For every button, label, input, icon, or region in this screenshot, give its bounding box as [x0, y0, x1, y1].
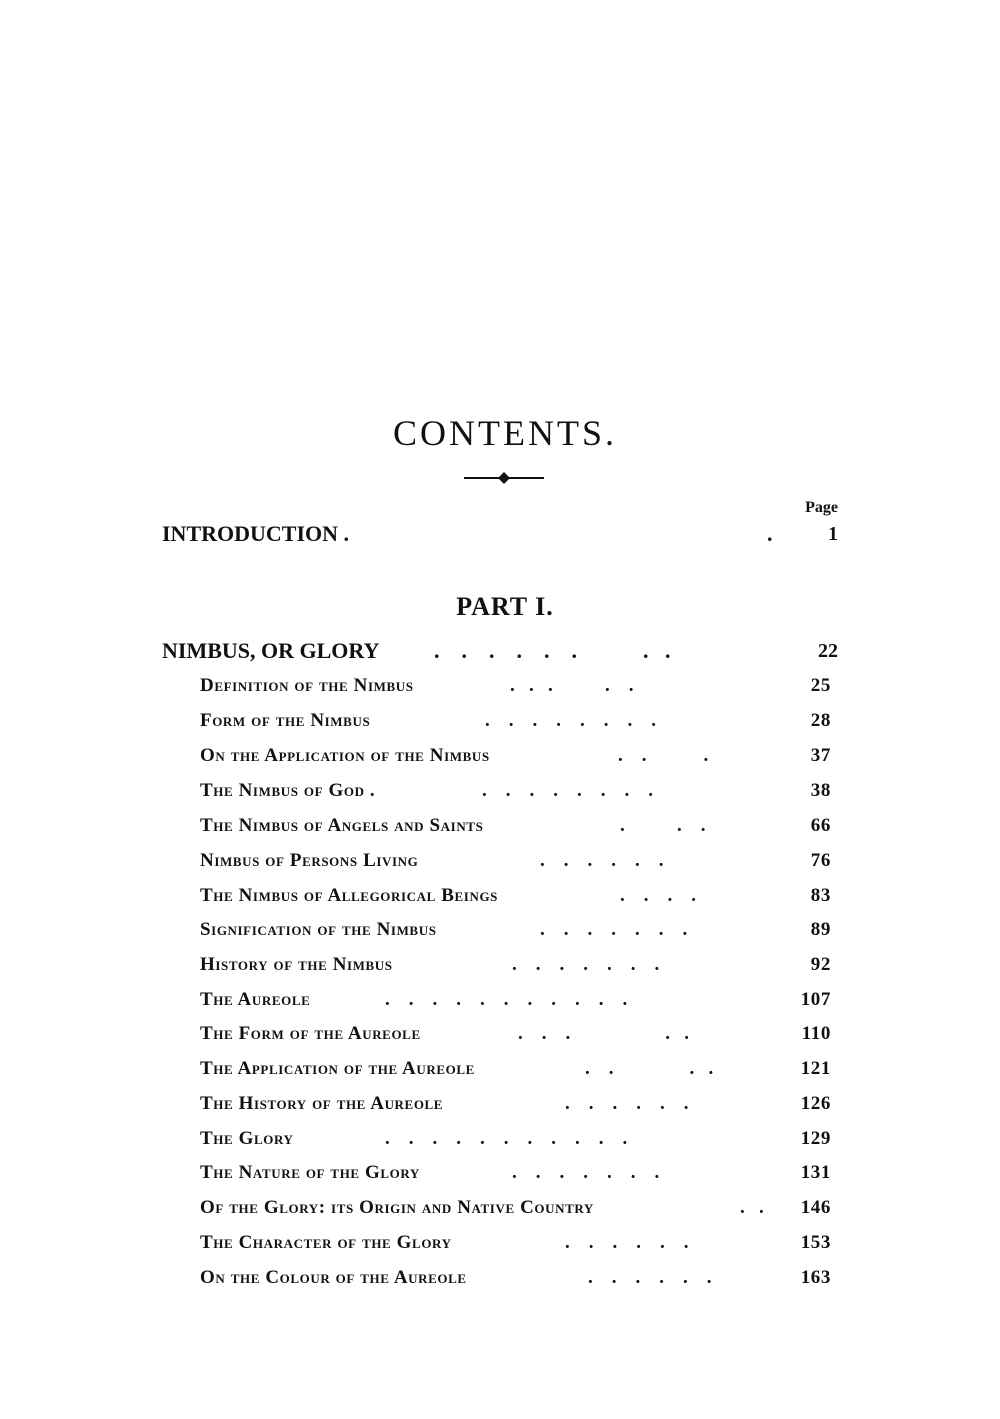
- toc-entry-section[interactable]: [162, 636, 838, 666]
- toc-entry-title: On the Application of the Nimbus: [200, 745, 490, 766]
- toc-entry-page: 89: [810, 919, 831, 940]
- leader-dots: . . . . . . . .: [485, 710, 656, 731]
- toc-entry-page: 22: [818, 640, 838, 662]
- toc-entry-title: The Nimbus of God .: [200, 780, 376, 801]
- leader-dots: . . . . . . . .: [434, 638, 671, 663]
- toc-entry[interactable]: [200, 985, 838, 1015]
- toc-entry[interactable]: [200, 1089, 838, 1119]
- toc-entry[interactable]: [200, 1263, 838, 1293]
- leader-dots: . . . . . . .: [512, 1162, 660, 1183]
- toc-entry[interactable]: [200, 671, 838, 701]
- toc-entry[interactable]: [200, 881, 838, 911]
- toc-entry[interactable]: [200, 811, 838, 841]
- toc-entry[interactable]: [200, 950, 838, 980]
- toc-entry[interactable]: [200, 776, 838, 806]
- toc-entry[interactable]: [200, 846, 838, 876]
- toc-entry-page: 76: [810, 850, 831, 871]
- toc-entry-title: History of the Nimbus: [200, 954, 393, 975]
- leader-dots: . . . .: [585, 1058, 714, 1079]
- toc-entry-page: 37: [810, 745, 831, 766]
- part-heading: PART I.: [456, 592, 554, 621]
- leader-dots: . . . . . . . . . . .: [385, 989, 628, 1010]
- leader-dots: . . . . . .: [565, 1232, 689, 1253]
- toc-entry-page: 66: [810, 815, 831, 836]
- toc-entry-page: 83: [810, 885, 831, 906]
- page-title: CONTENTS.: [393, 413, 617, 453]
- toc-entry-page: 28: [810, 710, 831, 731]
- toc-entry-title: The Aureole: [200, 989, 311, 1010]
- toc-entry-title: Form of the Nimbus: [200, 710, 371, 731]
- leader-dots: . . . .: [620, 885, 696, 906]
- toc-entry-title: INTRODUCTION .: [162, 521, 350, 546]
- toc-entry-title: Definition of the Nimbus: [200, 675, 414, 696]
- toc-entry-page: 163: [800, 1267, 831, 1288]
- leader-dots: . . .: [618, 745, 709, 766]
- toc-entry-page: 38: [810, 780, 831, 801]
- leader-dots: . .: [740, 1197, 764, 1218]
- leader-dots: . . . . . . . .: [482, 780, 653, 801]
- toc-entry-page: 110: [801, 1023, 831, 1044]
- toc-entry-title: Of the Glory: its Origin and Native Country: [200, 1197, 594, 1218]
- leader-dots: . . . . . . .: [512, 954, 660, 975]
- toc-entry-title: NIMBUS, OR GLORY: [162, 638, 380, 663]
- leader-dots: . . . . .: [510, 675, 634, 696]
- page-column-label: Page: [805, 499, 838, 516]
- toc-entry-page: 129: [800, 1128, 831, 1149]
- leader-dots: . . . . . . .: [540, 919, 688, 940]
- toc-entry-title: The History of the Aureole: [200, 1093, 444, 1114]
- toc-entry[interactable]: [200, 1019, 838, 1049]
- leader-dots: . . . . .: [518, 1023, 689, 1044]
- toc-entry-page: 126: [800, 1093, 831, 1114]
- toc-entry-title: The Form of the Aureole: [200, 1023, 421, 1044]
- toc-entry-title: The Glory: [200, 1128, 294, 1149]
- toc-entry-page: 121: [800, 1058, 831, 1079]
- ornament-divider-icon: [464, 470, 544, 486]
- toc-entry[interactable]: [200, 1228, 838, 1258]
- toc-entry-page: 131: [800, 1162, 831, 1183]
- toc-entry-page: 25: [810, 675, 831, 696]
- toc-entry-page: 146: [800, 1197, 831, 1218]
- toc-entry[interactable]: [200, 1158, 838, 1188]
- toc-entry-title: The Application of the Aureole: [200, 1058, 475, 1079]
- toc-entry[interactable]: [200, 1193, 838, 1223]
- toc-entry-introduction[interactable]: [162, 519, 838, 549]
- toc-entry-title: On the Colour of the Aureole: [200, 1267, 467, 1288]
- leader-dots: . . . . . .: [540, 850, 664, 871]
- leader-dots: . . . . . .: [565, 1093, 689, 1114]
- toc-entry-title: Signification of the Nimbus: [200, 919, 437, 940]
- leader-dots: .: [767, 521, 773, 546]
- toc-entry[interactable]: [200, 706, 838, 736]
- leader-dots: . . .: [620, 815, 706, 836]
- toc-entry[interactable]: [200, 1054, 838, 1084]
- toc-entry-page: 1: [828, 523, 838, 545]
- toc-entry[interactable]: [200, 1124, 838, 1154]
- toc-entry-title: The Nature of the Glory: [200, 1162, 420, 1183]
- toc-entry-title: Nimbus of Persons Living: [200, 850, 419, 871]
- leader-dots: . . . . . . . . . . .: [385, 1128, 628, 1149]
- toc-entry-page: 107: [800, 989, 831, 1010]
- toc-entry-page: 153: [800, 1232, 831, 1253]
- toc-entry[interactable]: [200, 915, 838, 945]
- toc-entry-page: 92: [810, 954, 831, 975]
- toc-entry[interactable]: [200, 741, 838, 771]
- toc-entry-title: The Character of the Glory: [200, 1232, 452, 1253]
- leader-dots: . . . . . .: [588, 1267, 712, 1288]
- toc-entry-title: The Nimbus of Angels and Saints: [200, 815, 484, 836]
- toc-entry-title: The Nimbus of Allegorical Beings: [200, 885, 498, 906]
